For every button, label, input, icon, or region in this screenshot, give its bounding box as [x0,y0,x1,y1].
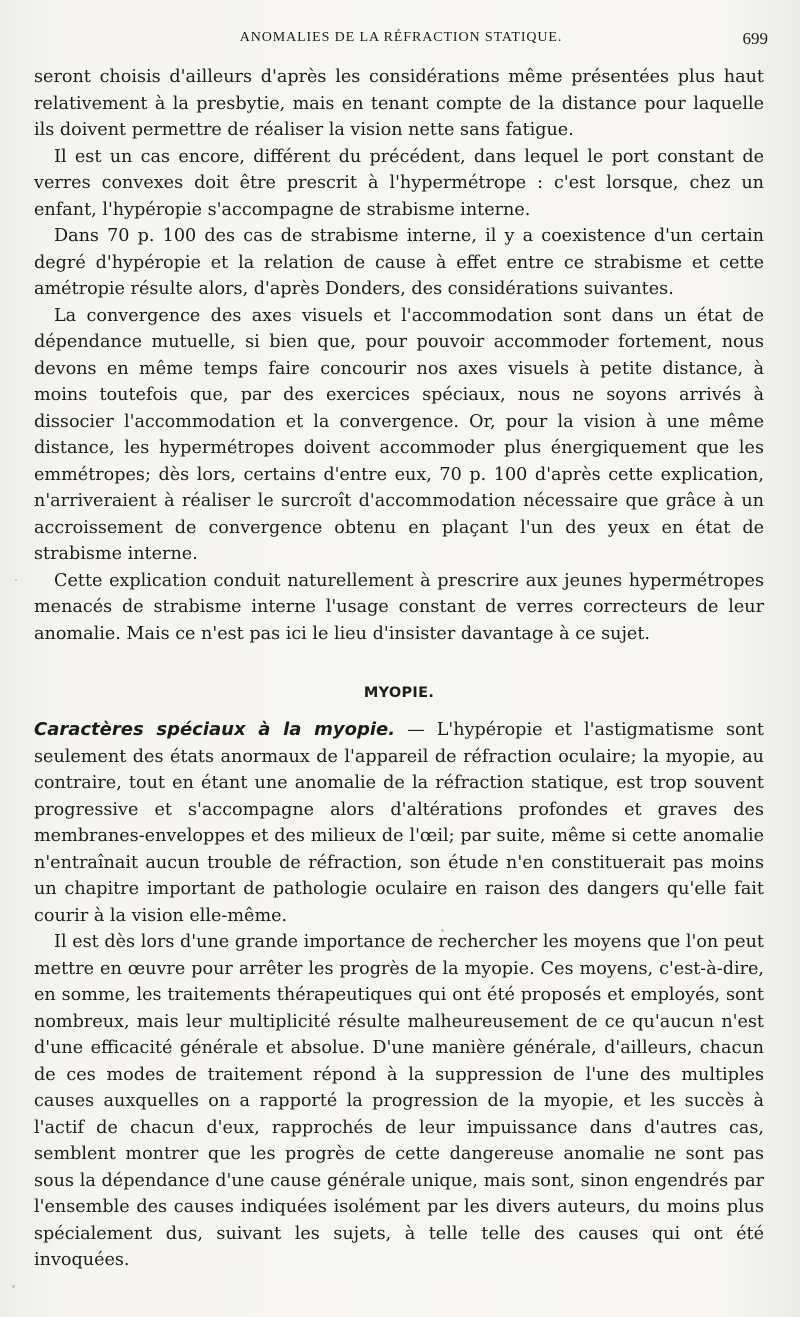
paragraph-strabisme-case: Il est un cas encore, différent du précédent, dans lequel le port constant de verres convexes doit être prescrit à l'hypermétrope : c'est lorsque, chez un enfant, l'hypéropie s'accompagne de strabisme interne. [34,146,764,220]
scan-speck [441,929,444,932]
paragraph-myopie-characteristics-text: L'hypéropie et l'astigmatisme sont seulement des états anormaux de l'appareil de réfraction oculaire; la myopie, au contraire, tout en étant une anomalie de la réfraction statique, est trop souvent progressive et s'accompagne alors d'altérations profondes et graves des membranes-enveloppes et des milieux de l'œil; par suite, même si cette anomalie n'entraînait aucun trouble de réfraction, son étude n'en constituerait pas moins un chapitre important de pathologie oculaire en raison des dangers qu'elle fait courir à la vision elle-même. [34,720,764,926]
subheading-caracteres-speciaux: Caractères spéciaux à la myopie. [34,719,396,740]
page-header [34,30,768,54]
paragraph-myopie-characteristics [34,717,764,929]
page-number: 699 [742,29,768,48]
paragraph-presbytie-continuation: seront choisis d'ailleurs d'après les considérations même présentées plus haut relativement à la presbytie, mais en tenant compte de la distance pour laquelle ils doivent permettre de réaliser la vision nette sans fatigue. [34,67,764,140]
section-title-myopie: MYOPIE. [363,685,435,701]
scan-speck [15,579,17,581]
paragraph-myopie-treatments: Il est dès lors d'une grande importance de rechercher les moyens que l'on peut mettre en œuvre pour arrêter les progrès de la myopie. Ces moyens, c'est-à-dire, en somme, les traitements thérapeutiques qui ont été proposés et employés, sont nombreux, mais leur multiplicité résulte malheureusement de ce qu'aucun n'est d'une efficacité générale et absolue. D'une manière générale, d'ailleurs, chacun de ces modes de traitement répond à la suppression de l'une des multiples causes auxquelles on a rapporté la progression de la myopie, et les succès à l'actif de chacun d'eux, rapprochés de leur impuissance dans d'autres cas, semblent montrer que les progrès de cette dangereuse anomalie ne sont pas sous la dépendance d'une cause générale unique, mais sont, sinon engendrés par l'ensemble des causes indiquées isolément par les divers auteurs, du moins plus spécialement dus, suivant les sujets, à telle telle des causes qui ont été invoquées. [34,932,764,1270]
running-title: ANOMALIES DE LA RÉFRACTION STATIQUE. [239,30,563,45]
body-text [34,64,764,1274]
em-dash-separator: — [395,720,437,740]
paragraph-donders-statistics: Dans 70 p. 100 des cas de strabisme interne, il y a coexistence d'un certain degré d'hypéropie et la relation de cause à effet entre ce strabisme et cette amétropie résulte alors, d'après Donders, des considérations suivantes. [34,226,764,299]
scan-speck [12,1285,15,1288]
paragraph-convergence-accommodation: La convergence des axes visuels et l'accommodation sont dans un état de dépendance mutuelle, si bien que, pour pouvoir accommoder fortement, nous devons en même temps faire concourir nos axes visuels à petite distance, à moins toutefois que, par des exercices spéciaux, nous ne soyons arrivés à dissocier l'accommodation et la convergence. Or, pour la vision à une même distance, les hypermétropes doivent accommoder plus énergiquement que les emmétropes; dès lors, certains d'entre eux, 70 p. 100 d'après cette explication, n'arriveraient à réaliser le surcroît d'accommodation nécessaire que grâce à un accroissement de convergence obtenu en plaçant l'un des yeux en état de strabisme interne. [34,305,764,564]
paragraph-prescription: Cette explication conduit naturellement à prescrire aux jeunes hypermétropes menacés de strabisme interne l'usage constant de verres correcteurs de leur anomalie. Mais ce n'est pas ici le lieu d'insister davantage à ce sujet. [34,570,764,644]
